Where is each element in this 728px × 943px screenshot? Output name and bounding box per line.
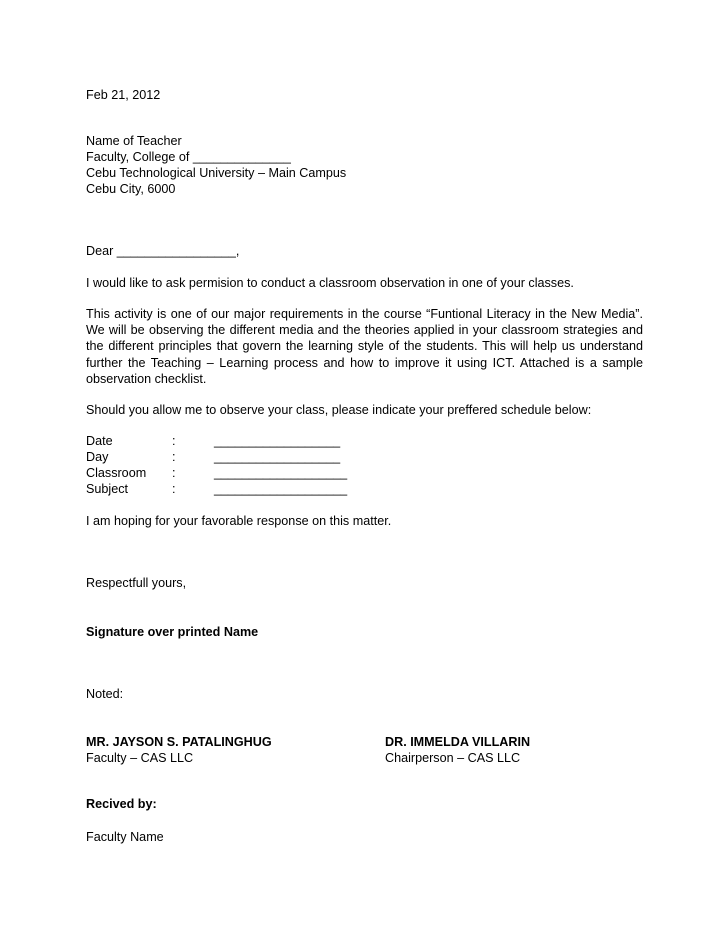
salutation: Dear _________________, [86,244,240,258]
closing: Respectfull yours, [86,576,187,590]
body-paragraph-3: Should you allow me to observe your class, please indicate your preffered schedule below: [86,403,592,417]
noted-name-1: MR. JAYSON S. PATALINGHUG [86,735,272,749]
schedule-label: Classroom [86,466,147,480]
signature-line: Signature over printed Name [86,625,259,639]
noted-title-2: Chairperson – CAS LLC [385,751,521,765]
schedule-colon: : [172,450,176,464]
received-label: Recived by: [86,797,157,811]
noted-label: Noted: [86,687,124,701]
body-paragraph-1: I would like to ask permision to conduct a classroom observation in one of your classes. [86,276,574,290]
schedule-colon: : [172,434,176,448]
schedule-label: Date [86,434,113,448]
noted-title-1: Faculty – CAS LLC [86,751,194,765]
schedule-label: Subject [86,482,129,496]
schedule-colon: : [172,482,176,496]
schedule-blank: __________________ [214,450,341,464]
letter-date: Feb 21, 2012 [86,88,161,102]
schedule-colon: : [172,466,176,480]
schedule-blank: __________________ [214,434,341,448]
schedule-label: Day [86,450,109,464]
recipient-faculty: Faculty, College of ______________ [86,150,291,164]
recipient-university: Cebu Technological University – Main Campus [86,166,347,180]
noted-name-2: DR. IMMELDA VILLARIN [385,735,531,749]
recipient-city: Cebu City, 6000 [86,182,176,196]
schedule-blank: ___________________ [214,482,348,496]
body-paragraph-2: This activity is one of our major requirements in the course “Funtional Literacy in the New Media”. We will be observing the different media and the theories applied in your classroom strategies and the different principles that govern the learning style of the students. This will help us understand further the Teaching – Learning process and how to improve it using ICT. Attached is a sample observation checklist. [86,307,643,386]
schedule-blank: ___________________ [214,466,348,480]
closing-note: I am hoping for your favorable response on this matter. [86,514,392,528]
received-name: Faculty Name [86,830,164,844]
recipient-name: Name of Teacher [86,134,182,148]
